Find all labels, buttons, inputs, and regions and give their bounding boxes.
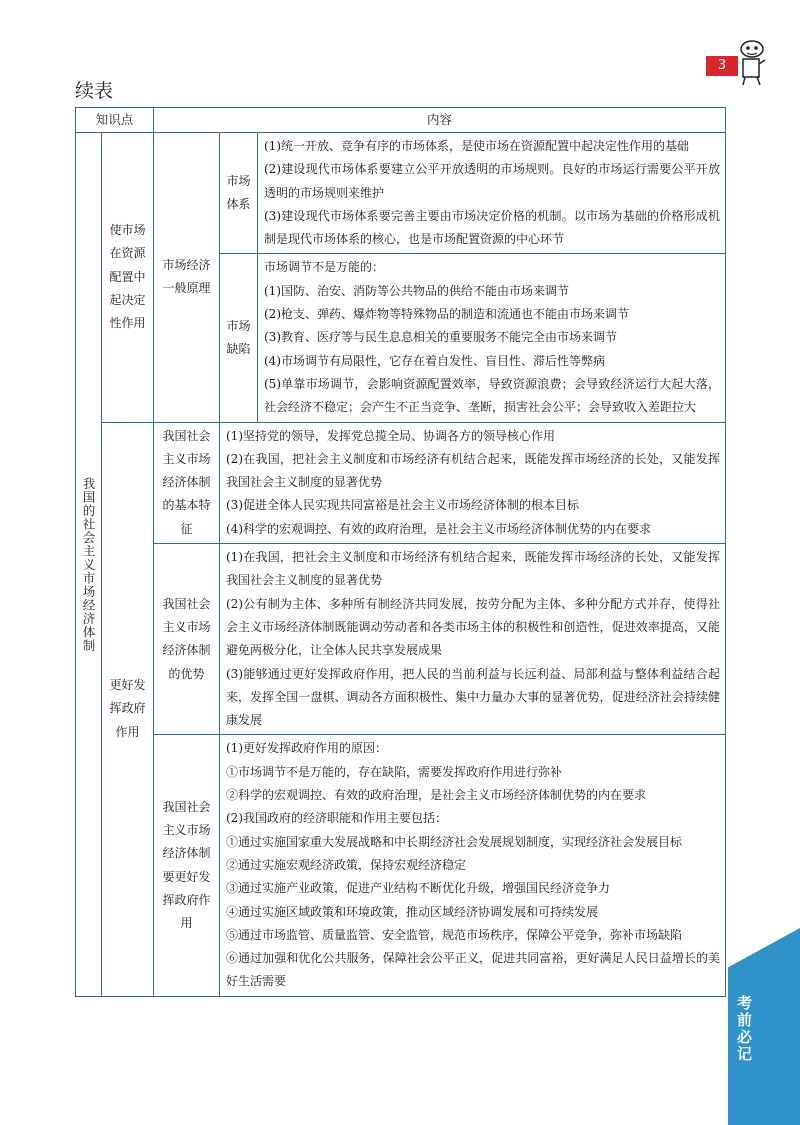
list-item: ⑤通过市场监管、质量监管、安全监管，规范市场秩序，保障公平竞争，弥补市场缺陷 xyxy=(226,927,683,942)
list-item: ②科学的宏观调控、有效的政府治理，是社会主义市场经济体制优势的内在要求 xyxy=(226,788,647,803)
market-principle-cell: 市场经济一般原理 xyxy=(154,133,220,423)
list-item: (1)国防、治安、消防等公共物品的供给不能由市场来调节 xyxy=(264,283,570,298)
market-failure-content xyxy=(258,254,726,422)
list-item: (4)市场调节有局限性，它存在着自发性、盲目性、滞后性等弊病 xyxy=(264,353,606,368)
list-item: ③通过实施产业政策，促进产业结构不断优化升级，增强国民经济竞争力 xyxy=(226,881,611,896)
features-content xyxy=(220,422,726,543)
features-label: 我国社会主义市场经济体制的基本特征 xyxy=(154,422,220,543)
table-row xyxy=(76,422,726,543)
table-row xyxy=(76,133,726,254)
table-row xyxy=(76,544,726,735)
list-item: (3)教育、医疗等与民生息息相关的重要服务不能完全由市场来调节 xyxy=(264,330,618,345)
list-item: (3)建设现代市场体系要完善主要由市场决定价格的机制。以市场为基础的价格形成机制是现代市场体系的核心，也是市场配置资源的中心环节 xyxy=(264,208,720,247)
list-item: (2)枪支、弹药、爆炸物等特殊物品的制造和流通也不能由市场来调节 xyxy=(264,307,630,322)
list-item: (3)促进全体人民实现共同富裕是社会主义市场经济体制的根本目标 xyxy=(226,498,580,513)
list-item: (4)科学的宏观调控、有效的政府治理，是社会主义市场经济体制优势的内在要求 xyxy=(226,521,652,536)
list-item: (1)坚持党的领导，发挥党总揽全局、协调各方的领导核心作用 xyxy=(226,428,556,443)
page-number-badge: 3 xyxy=(706,56,738,76)
advantages-label: 我国社会主义市场经济体制的优势 xyxy=(154,544,220,735)
list-item: ①通过实施国家重大发展战略和中长期经济社会发展规划制度，实现经济社会发展目标 xyxy=(226,834,683,849)
list-item: ⑥通过加强和优化公共服务，保障社会公平正义，促进共同富裕，更好满足人民日益增长的美好生活需要 xyxy=(226,951,720,989)
list-item: ②通过实施宏观经济政策，保持宏观经济稳定 xyxy=(226,857,467,872)
market-system-content xyxy=(258,133,726,254)
list-item: (1)统一开放、竞争有序的市场体系，是使市场在资源配置中起决定性作用的基础 xyxy=(264,139,690,153)
requirements-label: 我国社会主义市场经济体制要更好发挥政府作用 xyxy=(154,735,220,996)
header-content: 内容 xyxy=(154,108,726,133)
market-failure-label: 市场缺陷 xyxy=(220,254,258,422)
list-item: ④通过实施区域政策和环境政策，推动区域经济协调发展和可持续发展 xyxy=(226,904,599,919)
list-item: (3)能够通过更好发挥政府作用，把人民的当前利益与长远利益、局部利益与整体利益结合起来，发挥全国一盘棋、调动各方面积极性、集中力量办大事的显著优势，促进经济社会持续健康发展 xyxy=(226,666,720,728)
market-role-cell: 使市场在资源配置中起决定性作用 xyxy=(102,133,154,423)
list-item: (2)建设现代市场体系要建立公平开放透明的市场规则。良好的市场运行需要公平开放透明的市场规则来维护 xyxy=(264,162,720,200)
list-item: (5)单靠市场调节，会影响资源配置效率，导致资源浪费；会导致经济运行大起大落，社会经济不稳定；会产生不正当竞争、垄断，损害社会公平；会导致收入差距拉大 xyxy=(264,376,720,415)
list-item: (2)公有制为主体、多种所有制经济共同发展，按劳分配为主体、多种分配方式并存，使得社会主义市场经济体制既能调动劳动者和各类市场主体的积极性和创造性，促进效率提高，又能避免两极分化，让全体人民共享发展成果 xyxy=(226,596,720,658)
header-knowledge-point: 知识点 xyxy=(76,108,154,133)
top-category-label: 我国的社会主义市场经济体制 xyxy=(81,476,96,653)
requirements-content xyxy=(220,735,726,996)
continued-table-title: 续表 xyxy=(75,80,114,102)
market-system-label: 市场体系 xyxy=(220,133,258,254)
advantages-content xyxy=(220,544,726,735)
list-item: (1)在我国，把社会主义制度和市场经济有机结合起来，既能发挥市场经济的长处，又能发挥我国社会主义制度的显著优势 xyxy=(226,550,720,588)
government-role-cell: 更好发挥政府作用 xyxy=(102,422,154,996)
mascot-icon xyxy=(738,40,766,86)
list-item: ①市场调节不是万能的，存在缺陷，需要发挥政府作用进行弥补 xyxy=(226,764,563,779)
table-header-row xyxy=(76,108,726,133)
list-item: (1)更好发挥政府作用的原因： xyxy=(226,741,387,756)
side-tab-label: 考前必记 xyxy=(735,995,753,1063)
list-item: (2)在我国，把社会主义制度和市场经济有机结合起来，既能发挥市场经济的长处，又能发挥我国社会主义制度的显著优势 xyxy=(226,451,720,490)
table-row xyxy=(76,735,726,996)
knowledge-table xyxy=(75,107,726,997)
list-item: 市场调节不是万能的： xyxy=(264,260,385,275)
top-category-cell xyxy=(76,133,102,997)
list-item: (2)我国政府的经济职能和作用主要包括： xyxy=(226,811,447,826)
